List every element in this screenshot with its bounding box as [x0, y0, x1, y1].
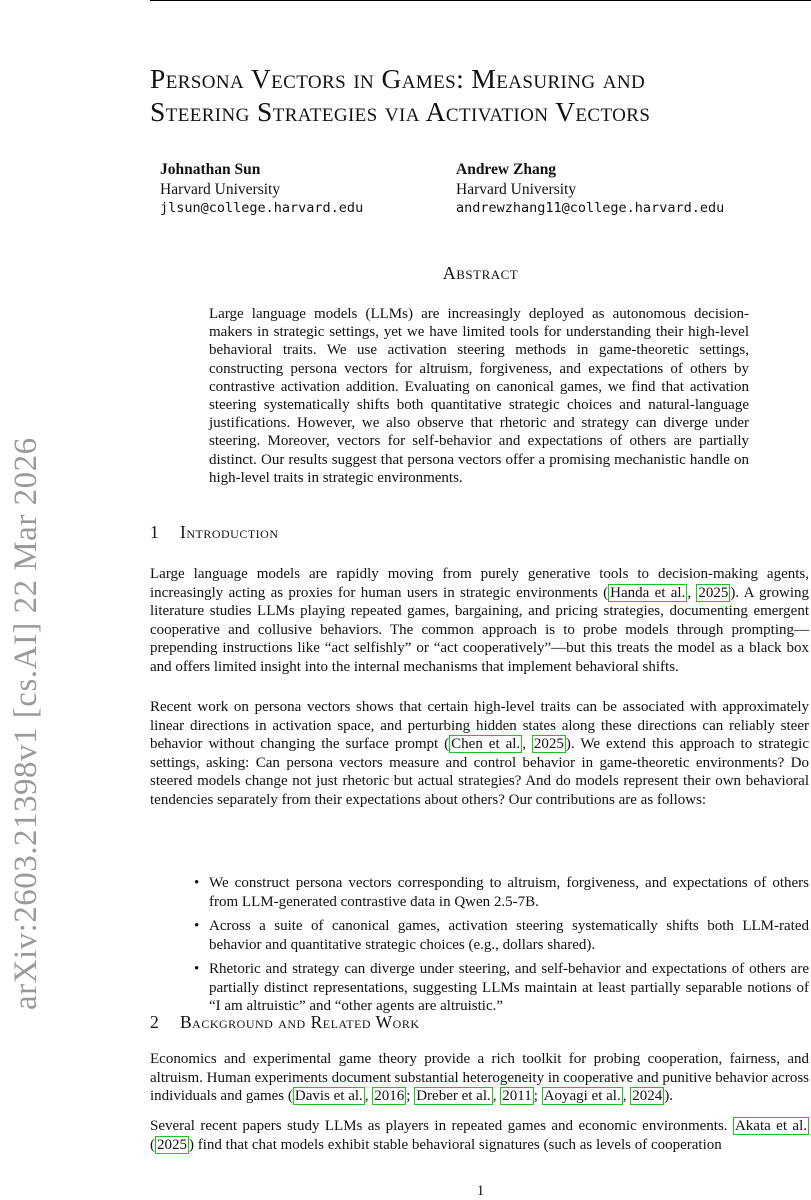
section-number: 2: [150, 1012, 160, 1032]
arxiv-identifier-stamp: arXiv:2603.21398v1 [cs.AI] 22 Mar 2026: [8, 437, 44, 1010]
section-title: Introduction: [180, 522, 279, 542]
list-item: • We construct persona vectors corresponding to altruism, forgiveness, and expectations of others from LLM-generated contrastive data in Qwen 2.5-7B.: [192, 874, 809, 911]
citation-year-link[interactable]: 2025: [698, 584, 729, 601]
author-affiliation: Harvard University: [160, 180, 281, 198]
list-item: • Across a suite of canonical games, activation steering systematically shifts both LLM-rated behavior and quantitative strategic choices (e.g., dollars shared).: [192, 917, 809, 954]
author-name: Andrew Zhang: [456, 161, 557, 178]
citation-link[interactable]: Aoyagi et al.: [543, 1088, 621, 1104]
citation-link[interactable]: Chen et al.: [451, 736, 521, 752]
top-rule: [150, 0, 811, 1]
list-item: • Rhetoric and strategy can diverge under steering, and self-behavior and expectations of others are partially distinct representations, suggesting LLMs maintain at least partially separable notions of “I am altruistic” and “other agents are altruistic.”: [192, 960, 809, 1016]
text-run: ;: [406, 1088, 415, 1104]
text-run: ). A growing literature studies LLMs playing repeated games, bargaining, and pricing strategies, documenting emergent cooperative and collusive behaviors. The common approach is to probe models through prompting—prepending instructions like “act selfishly” or “act cooperatively”—but this treats the model as a black box and offers limited insight into the internal mechanisms that implement behavioral shifts.: [150, 584, 809, 675]
text-run: ).: [664, 1088, 673, 1104]
text-run: Economics and experimental game theory provide a rich toolkit for probing cooperation, fairness, and altruism. Human experiments document substantial heterogeneity in cooperative and punitive behavior across individuals and games (: [150, 1051, 809, 1104]
citation-year-link[interactable]: 2016: [374, 1088, 405, 1104]
title-line-2: Steering Strategies via Activation Vectors: [150, 96, 651, 127]
text-run: ,: [687, 584, 697, 601]
text-run: ) find that chat models exhibit stable behavioral signatures (such as levels of cooperation: [189, 1136, 722, 1153]
author-email: jlsun@college.harvard.edu: [160, 200, 364, 216]
paper-title: [150, 62, 811, 128]
abstract-text: Large language models (LLMs) are increasingly deployed as autonomous decision-makers in strategic settings, yet we have limited tools for understanding their high-level behavioral traits. We use activation steering methods in game-theoretic settings, constructing persona vectors for altruism, forgiveness, and expectations of others by contrastive activation addition. Evaluating on canonical games, we find that activation steering systematically shifts both quantitative strategic choices and natural-language justifications. However, we also observe that rhetoric and strategy can diverge under steering. Moreover, vectors for self-behavior and expectations of others are partially distinct. Our results suggest that persona vectors offer a promising mechanistic handle on high-level traits in strategic environments.: [209, 306, 749, 486]
contributions-list: [192, 874, 809, 1022]
text-run: ,: [492, 1088, 501, 1104]
citation-year-link[interactable]: 2025: [157, 1136, 187, 1153]
citation-link[interactable]: Davis et al.: [294, 1088, 363, 1104]
text-run: (: [150, 1136, 155, 1153]
citation-year-link[interactable]: 2025: [533, 736, 564, 752]
text-run: ). We extend this approach to strategic settings, asking: Can persona vectors measure and control behavior in game-theoretic environments? Do steered models change not just rhetoric but actual strategies? And do models represent their own behavioral tendencies separately from their expectations about others? Our contributions are as follows:: [150, 736, 810, 808]
text-run: ,: [364, 1088, 373, 1104]
title-line-1: Persona Vectors in Games: Measuring and: [150, 63, 646, 94]
text-run: ,: [522, 736, 532, 752]
author-block-2: [456, 160, 724, 219]
citation-year-link[interactable]: 2011: [502, 1088, 532, 1104]
citation-link[interactable]: Dreber et al.: [416, 1088, 491, 1104]
author-name: Johnathan Sun: [160, 161, 261, 178]
section-heading-background: [150, 1012, 420, 1033]
citation-link[interactable]: Handa et al.: [610, 584, 686, 601]
background-paragraph-1: [150, 1050, 809, 1106]
citation-year-link[interactable]: 2024: [632, 1088, 663, 1104]
author-affiliation: Harvard University: [456, 180, 577, 198]
author-block-1: [160, 160, 363, 219]
author-email: andrewzhang11@college.harvard.edu: [456, 200, 725, 216]
section-heading-introduction: [150, 522, 279, 543]
text-run: Large language models are rapidly moving from purely generative tools to decision-making agents, increasingly acting as proxies for human users in strategic environments (: [150, 566, 809, 601]
abstract-heading: Abstract: [442, 263, 519, 283]
section-title: Background and Related Work: [180, 1012, 420, 1032]
page-number: 1: [476, 1183, 485, 1199]
intro-paragraph-1: [150, 565, 809, 676]
text-run: ;: [533, 1088, 542, 1104]
text-run: ,: [622, 1088, 631, 1104]
background-paragraph-2: [150, 1117, 809, 1154]
citation-link[interactable]: Akata et al.: [734, 1118, 807, 1134]
intro-paragraph-2: [150, 698, 809, 809]
text-run: Recent work on persona vectors shows that certain high-level traits can be associated with approximately linear directions in activation space, and perturbing hidden states along these directions can reliably steer behavior without changing the surface prompt (: [150, 699, 809, 752]
section-number: 1: [150, 522, 160, 542]
text-run: Several recent papers study LLMs as players in repeated games and economic environments.: [150, 1118, 733, 1134]
